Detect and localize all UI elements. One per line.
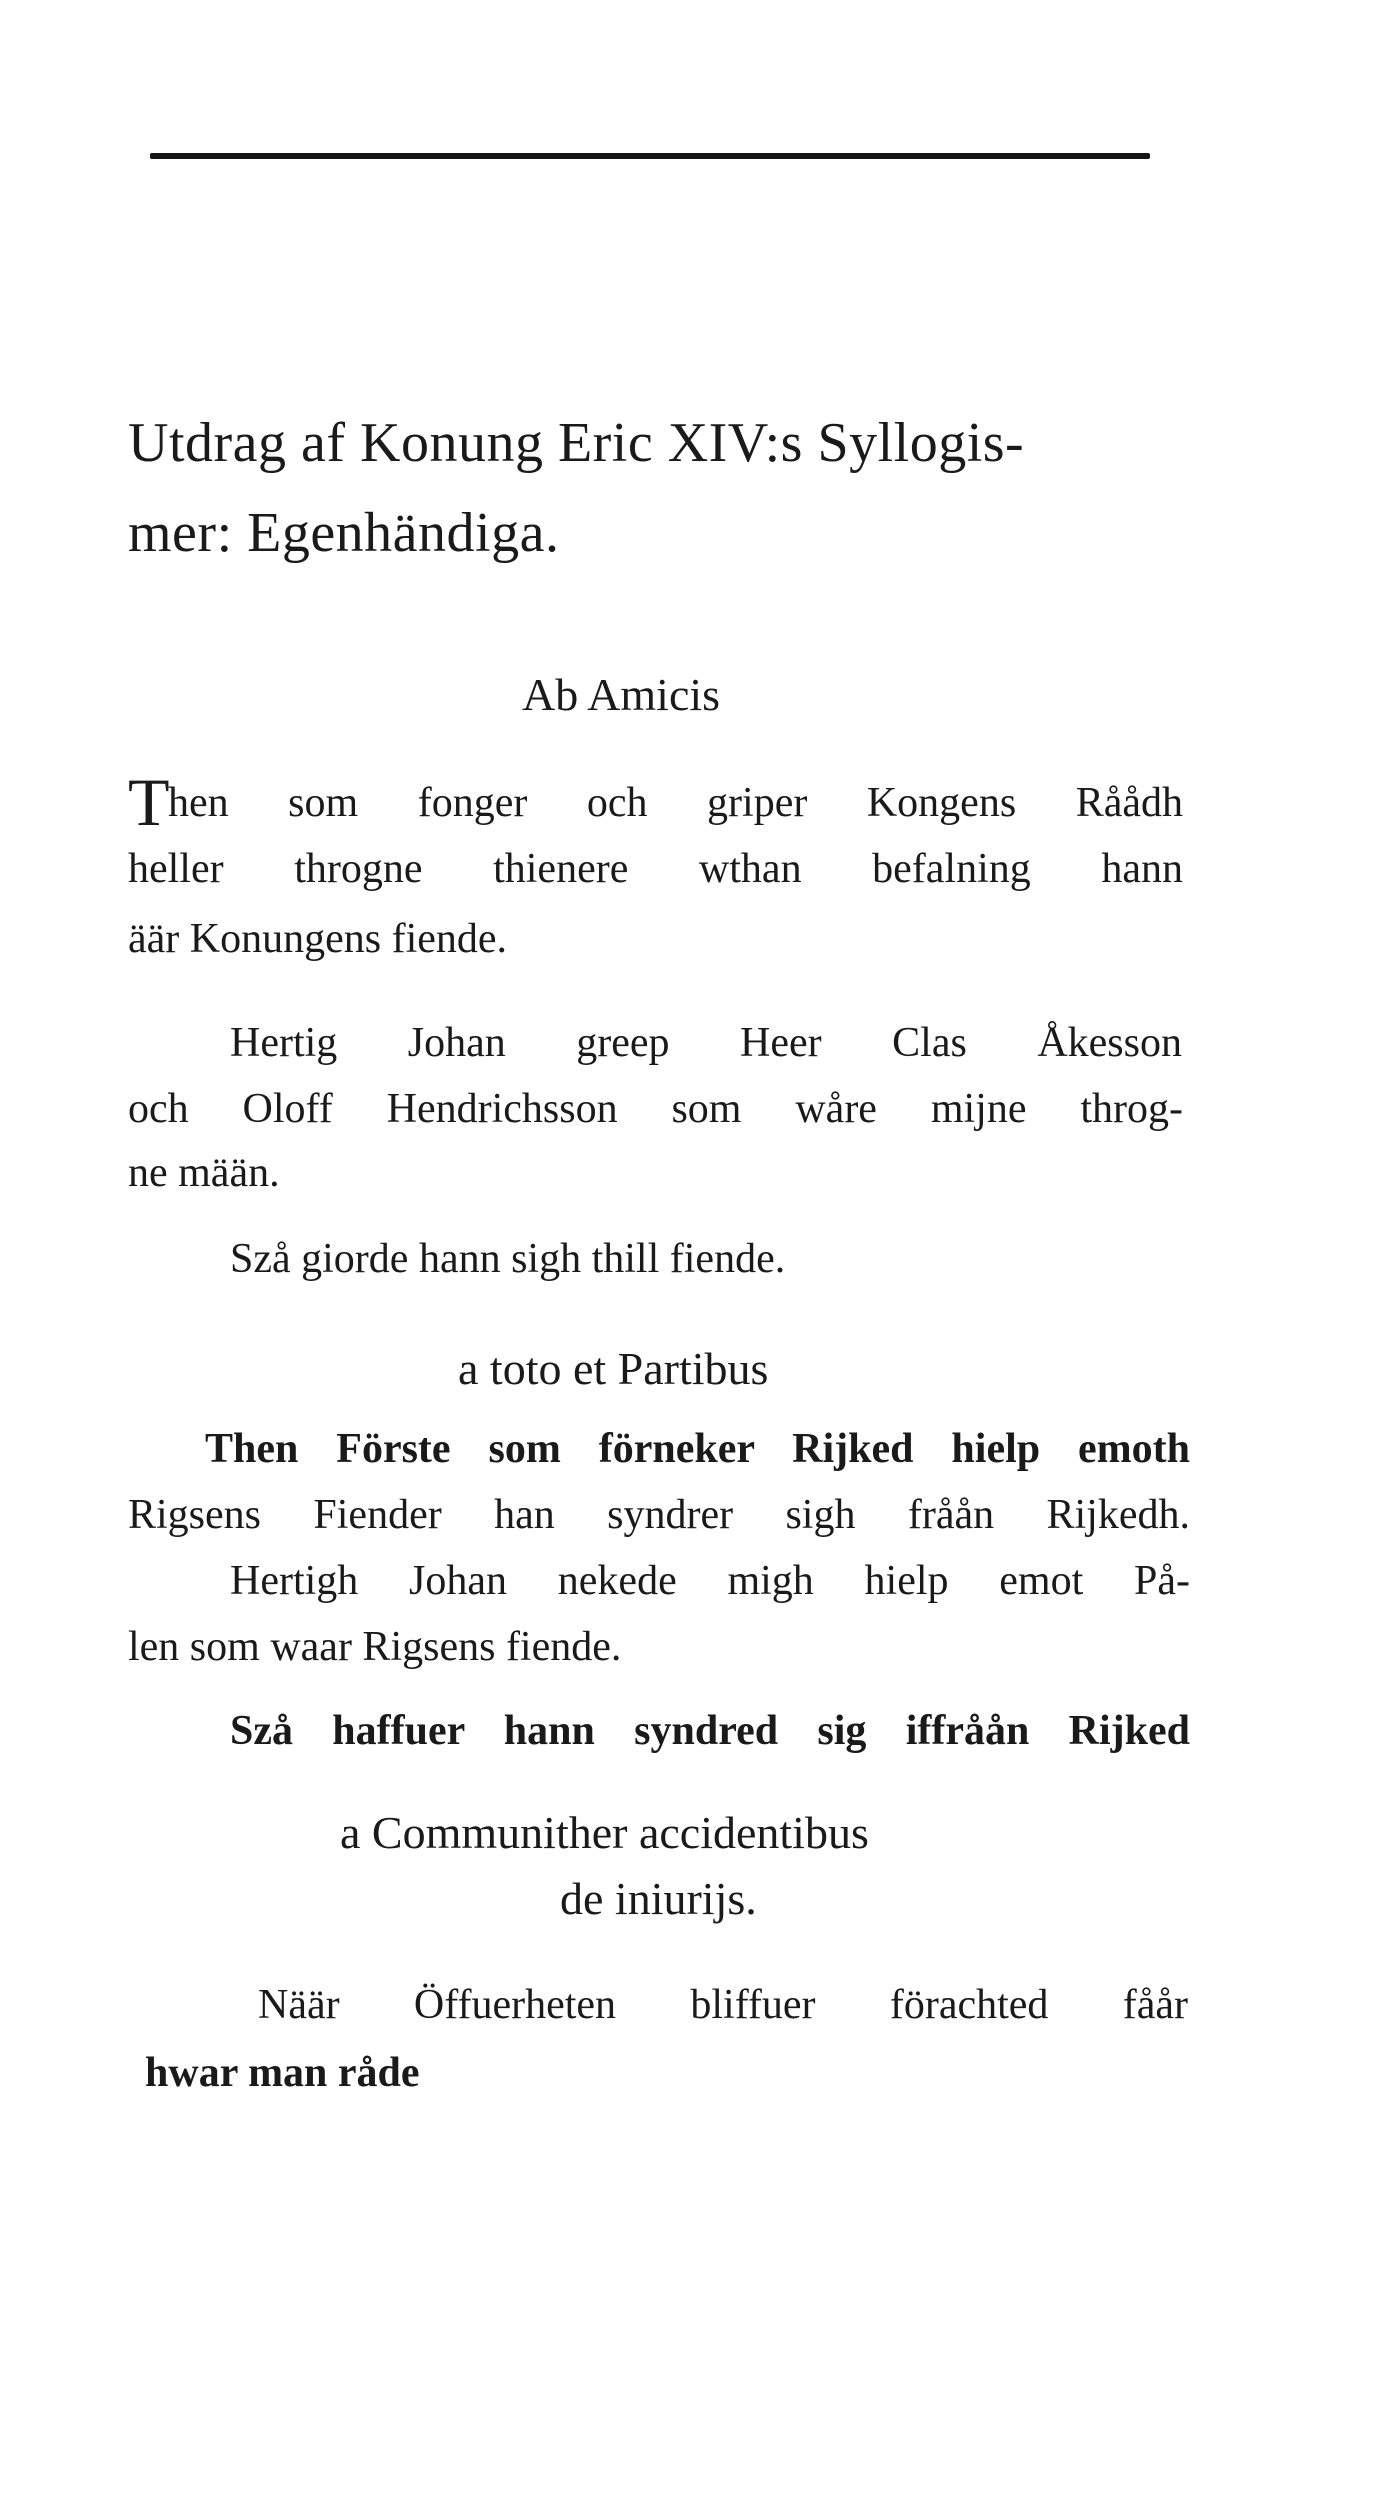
paragraph-1-line-1-text: hen som fonger och griper Kongens Råådh (168, 780, 1183, 826)
paragraph-5-line-2: len som waar Rigsens fiende. (128, 1624, 622, 1670)
paragraph-7-line-1: Näär Öffuerheten bliffuer förachted fåår (258, 1982, 1188, 2028)
paragraph-7-line-2: hwar man råde (145, 2050, 420, 2096)
paragraph-4-line-1: Then Förste som förneker Rijked hielp emoth (205, 1426, 1190, 1472)
paragraph-4-line-2: Rigsens Fiender han syndrer sigh fråån Rijkedh. (128, 1492, 1190, 1538)
paragraph-2-line-2: och Oloff Hendrichsson som wåre mijne throg- (128, 1086, 1183, 1132)
paragraph-2-line-3: ne mään. (128, 1150, 280, 1196)
paragraph-6-line-1: Szå haffuer hann syndred sig iffråån Rijked (230, 1708, 1190, 1754)
section-heading-a-communither: a Communither accidentibus (340, 1807, 869, 1858)
paragraph-3-line-1: Szå giorde hann sigh thill fiende. (230, 1236, 786, 1282)
section-heading-de-iniurijs: de iniurijs. (560, 1873, 757, 1924)
paragraph-1-line-2: heller throgne thienere wthan befalning hann (128, 846, 1183, 892)
paragraph-1-line-3: äär Konungens fiende. (128, 916, 508, 962)
paragraph-2-line-1: Hertig Johan greep Heer Clas Åkesson (230, 1020, 1182, 1066)
header-rule (150, 153, 1150, 159)
title-line-1: Utdrag af Konung Eric XIV:s Syllogis- (128, 412, 1025, 474)
title-line-2: mer: Egenhändiga. (128, 502, 560, 564)
drop-cap: T (128, 764, 170, 840)
paragraph-1-line-1 (128, 764, 1183, 840)
paragraph-5-line-1: Hertigh Johan nekede migh hielp emot På- (230, 1558, 1190, 1604)
section-heading-a-toto: a toto et Partibus (458, 1343, 769, 1394)
section-heading-ab-amicis: Ab Amicis (522, 669, 721, 720)
